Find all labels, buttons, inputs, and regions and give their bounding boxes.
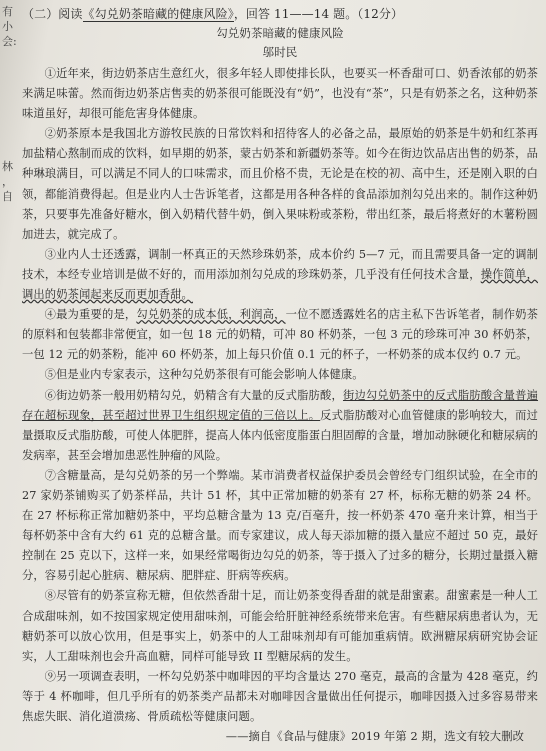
- paragraph-2-part-a: ②奶茶原本是我国北方游牧民族的日常饮料和招待客人的必备之品，最原始的奶茶是牛奶和红茶再加盐精心熬制而成的饮料，如早期的: [22, 127, 538, 161]
- paragraph-6: [22, 386, 538, 466]
- left-margin-fragments: [2, 4, 20, 204]
- paragraph-1: ①近年来，街边奶茶店生意红火，很多年轻人即使排长队，也要买一杯香甜可口、奶香浓郁的奶茶来满足味蕾。然而街边奶茶店售卖的奶茶很可能既没有“奶”，也没有“茶”，只是有奶茶之名，这种奶茶味道虽好，却很可能危害身体健康。: [22, 67, 538, 121]
- margin-char: 会:: [2, 35, 17, 48]
- margin-char: 林: [2, 160, 13, 173]
- article-title: 勾兑奶茶暗藏的健康风险: [216, 26, 344, 40]
- margin-char: 自: [2, 190, 13, 203]
- margin-char: 有: [2, 5, 13, 18]
- paragraph-3-part-a: ③业内人士还透露，调制一杯真正的天然珍珠奶茶，成本价约 5—7 元，而且需要具备一定的调制技术，本经专业培训是做不好的，而用添加剂勾兑成的珍珠奶茶，几乎没有任何技术含量，: [22, 247, 538, 281]
- paragraph-6-part-c: 反式脂肪酸对心血管健康的影响较大，而过量摄取反式脂肪酸，可使人体肥胖，提高人体内低密度脂蛋白胆固醇的含量，增加动脉硬化和糖尿病的发病率，甚至会增加患恶性肿瘤的风险。: [22, 408, 538, 462]
- header-prefix: （二）阅读: [22, 7, 83, 21]
- margin-char: ，: [2, 175, 13, 188]
- paragraph-3: [22, 245, 538, 305]
- paragraph-5: ⑤但是业内专家表示，这种勾兑奶茶很有可能会影响人体健康。: [44, 368, 364, 382]
- paragraph-7: ⑦含糖量高，是勾兑奶茶的另一个弊端。某市消费者权益保护委员会曾经专门组织试验，在全市的 27 家奶茶铺购买了奶茶样品，共计 51 杯，其中正常加糖的奶茶有 27 杯，标称无糖的奶茶 24 杯。在 27 杯标称正常加糖奶茶中，平均总糖含量为 13 克/百毫升，按一杯奶茶 470 毫升来计算，相当于每杯奶茶中含有大约 61 克的总糖含量。而专家建议，成人每天添加糖的摄入量应不超过 50 克，最好控制在 25 克以下，这样一来，如果经常喝街边勾兑的奶茶，等于摄入了过多的糖分，长期过量摄入糖分，容易引起心脏病、糖尿病、肥胖症、肝病等疾病。: [22, 468, 538, 583]
- paragraph-4-part-c: 一位不愿透露姓名的店主私下告诉笔者，制作奶茶的原料和包装都非常便宜，如一包 18 元的奶精，可冲 80 杯奶茶，一包 3 元的珍珠可冲 30 杯奶茶，一包 12 元的奶茶粉，能冲 60 杯奶茶，加上每只价值 0.1 元的杯子，一杯奶茶的成本仅约 0.7 元。: [22, 308, 538, 362]
- paragraph-8: ⑧尽管有的奶茶宣称无糖，但依然香甜十足，而让奶茶变得香甜的就是甜蜜素。甜蜜素是一种人工合成甜味剂，如不按国家规定使用甜味剂，可能会给肝脏神经系统带来危害。有些糖尿病患者认为，无糖奶茶可以放心饮用，但是事实上，奶茶中的人工甜味剂却有可能加重病情。欧洲糖尿病研究协会证实，人工甜味剂也会升高血糖，同样可能导致 II 型糖尿病的发生。: [22, 589, 538, 663]
- header-title: 《勾兑奶茶暗藏的健康风险》: [82, 7, 234, 21]
- paragraph-6-underlined: 街边勾兑奶茶中的反式脂肪酸含量普遍存在超标现象，甚至超过世界卫生组织规定值的三倍以上。: [22, 388, 539, 422]
- paragraph-9: ⑨另一项调查表明，一杯勾兑奶茶中咖啡因的平均含量达 270 毫克，最高的含量为 428 毫克，约等于 4 杯咖啡，但几乎所有的奶茶类产品都未对咖啡因含量做出任何提示，咖啡因摄入过多容易带来焦虑失眠、消化道溃疡、骨质疏松等健康问题。: [22, 669, 538, 723]
- paragraph-4-underlined: 勾兑奶茶的成本低，利润高，: [136, 308, 286, 322]
- paragraph-2-part-b: 奶茶，蒙古奶茶和新疆奶茶等。如今在街边饮品店出售的奶茶，品种琳琅满目，可以满足不同人的口味需求，而且价格不贵，无论是在校的初、高中生，还是刚入职的白领，都能消费得起。: [22, 147, 539, 201]
- article-body: [22, 4, 538, 747]
- source-citation: ——摘自《食品与健康》2019 年第 2 期，选文有较大删改: [225, 730, 524, 744]
- paragraph-3-underlined: 操作简单，调出的奶茶闻起来反而更加香甜。: [22, 267, 538, 302]
- paragraph-2-part-c: 但是业内人士告诉笔者，这都是用各种各样的食品添加剂勾兑出来的。制作这种奶茶，只要事先准备好糖水，倒入奶精代替牛奶，倒入果味粉或茶粉，带出红茶，最后将煮好的木薯粉圆加进去，就完成了。: [22, 187, 538, 241]
- question-header: [22, 4, 538, 24]
- article-author: 邬时民: [262, 45, 298, 59]
- paragraph-6-part-a: ⑥街边奶茶一般用奶精勾兑，奶精含有大量的反式脂肪酸，: [44, 388, 343, 402]
- paragraph-4: [22, 305, 538, 365]
- header-suffix: ，回答 11——14 题。（12分）: [233, 7, 404, 21]
- paragraph-2: [22, 124, 538, 245]
- margin-char: 小: [2, 20, 13, 33]
- paragraph-4-part-a: ④最为重要的是，: [44, 308, 137, 322]
